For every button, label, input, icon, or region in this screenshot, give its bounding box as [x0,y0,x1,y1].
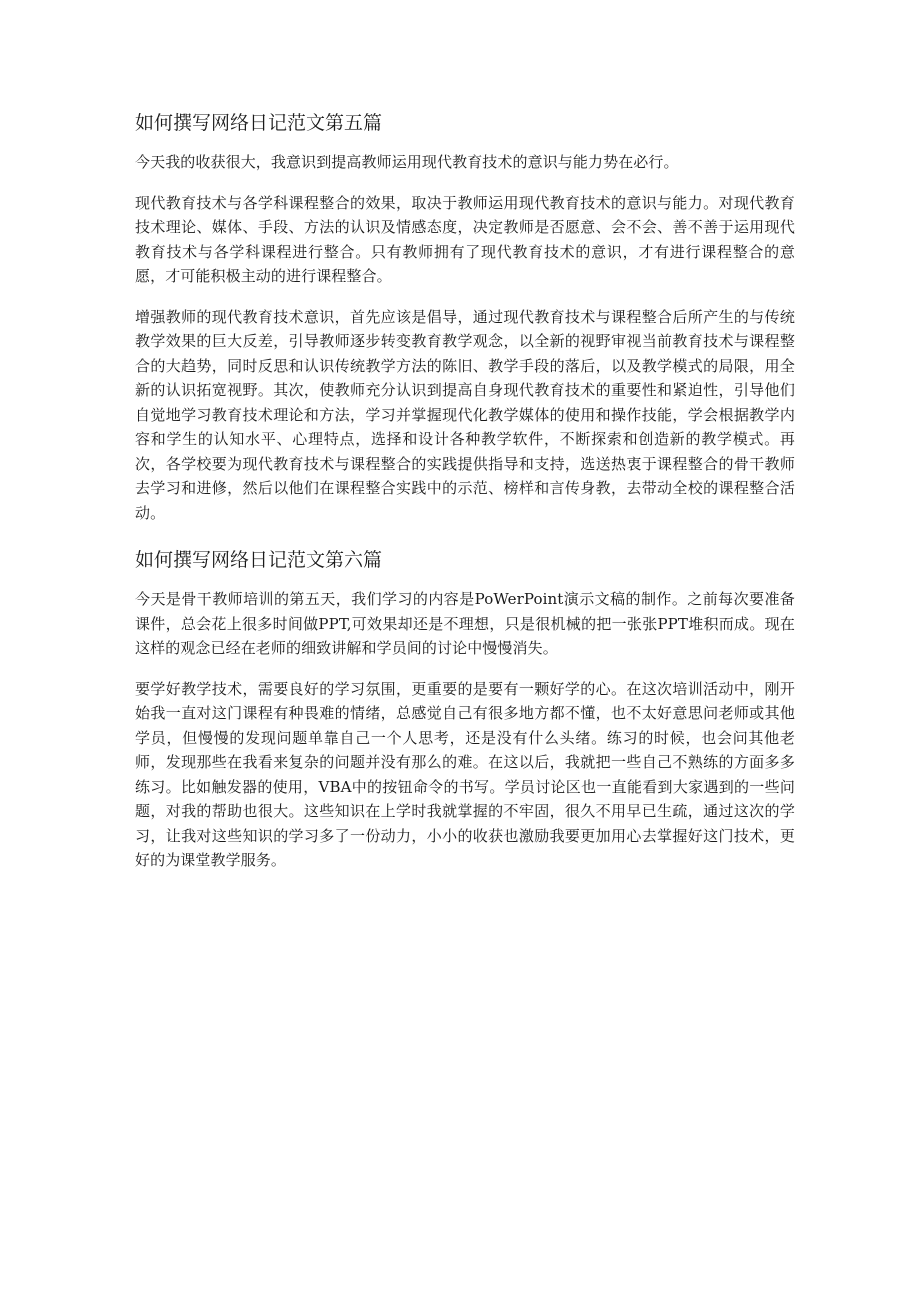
paragraph: 今天我的收获很大，我意识到提高教师运用现代教育技术的意识与能力势在必行。 [135,153,679,171]
section-6 [135,545,795,873]
paragraph: 今天是骨干教师培训的第五天，我们学习的内容是PoWerPoint演示文稿的制作。之前每次要准备课件，总会花上很多时间做PPT,可效果却还是不理想，只是很机械的把一张张PPT堆积而成。现在这样的观念已经在老师的细致讲解和学员间的讨论中慢慢消失。 [135,590,795,657]
paragraph: 现代教育技术与各学科课程整合的效果，取决于教师运用现代教育技术的意识与能力。对现代教育技术理论、媒体、手段、方法的认识及情感态度，决定教师是否愿意、会不会、善不善于运用现代教育技术与各学科课程进行整合。只有教师拥有了现代教育技术的意识，才有进行课程整合的意愿，才可能积极主动的进行课程整合。 [135,193,795,285]
section-heading: 如何撰写网络日记范文第五篇 [135,112,383,134]
section-5 [135,108,795,525]
paragraph: 要学好教学技术，需要良好的学习氛围，更重要的是要有一颗好学的心。在这次培训活动中，刚开始我一直对这门课程有种畏难的情绪，总感觉自己有很多地方都不懂，也不太好意思问老师或其他学员，但慢慢的发现问题单靠自己一个人思考，还是没有什么头绪。练习的时候，也会问其他老师，发现那些在我看来复杂的问题并没有那么的难。在这以后，我就把一些自己不熟练的方面多多练习。比如触发器的使用，VBA中的按钮命令的书写。学员讨论区也一直能看到大家遇到的一些问题，对我的帮助也很大。这些知识在上学时我就掌握的不牢固，很久不用早已生疏，通过这次的学习，让我对这些知识的学习多了一份动力，小小的收获也激励我要更加用心去掌握好这门技术，更好的为课堂教学服务。 [135,679,795,869]
section-heading: 如何撰写网络日记范文第六篇 [135,549,383,571]
document-page [135,108,795,889]
paragraph: 增强教师的现代教育技术意识，首先应该是倡导，通过现代教育技术与课程整合后所产生的与传统教学效果的巨大反差，引导教师逐步转变教育教学观念，以全新的视野审视当前教育技术与课程整合的大趋势，同时反思和认识传统教学方法的陈旧、教学手段的落后，以及教学模式的局限，用全新的认识拓宽视野。其次，使教师充分认识到提高自身现代教育技术的重要性和紧迫性，引导他们自觉地学习教育技术理论和方法，学习并掌握现代化教学媒体的使用和操作技能，学会根据教学内容和学生的认知水平、心理特点，选择和设计各种教学软件，不断探索和创造新的教学模式。再次，各学校要为现代教育技术与课程整合的实践提供指导和支持，选送热衷于课程整合的骨干教师去学习和进修，然后以他们在课程整合实践中的示范、榜样和言传身教，去带动全校的课程整合活动。 [135,307,795,522]
